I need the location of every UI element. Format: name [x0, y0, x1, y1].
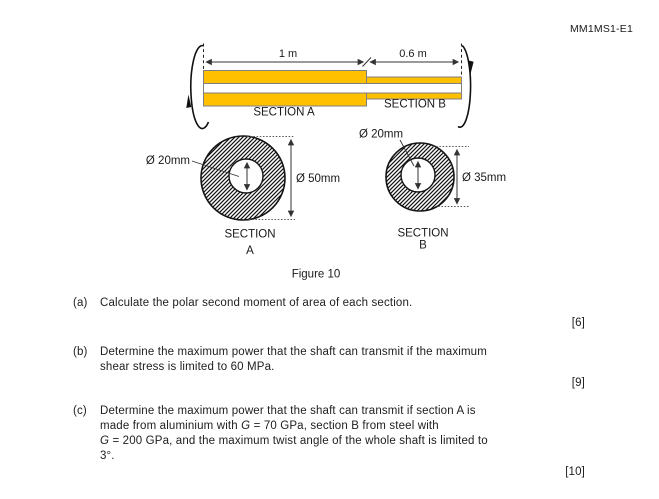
question-marker: (a): [73, 297, 88, 309]
xsb-bore-dia-label: Ø 20mm: [359, 128, 404, 141]
shaft-section-a-label: SECTION A: [253, 106, 315, 119]
length-dimensions: [206, 48, 459, 67]
figure-caption: Figure 10: [291, 268, 341, 281]
question-text: = 70 GPa, section B from steel with: [250, 420, 439, 432]
question-text: G: [241, 420, 251, 432]
question-line: [73, 296, 585, 311]
xsa-outer-dia-label: Ø 50mm: [296, 173, 341, 185]
question-line: [73, 419, 585, 434]
shaft-section-b-label: SECTION B: [384, 98, 446, 111]
question-b-marks: [9]: [571, 377, 585, 389]
xsb-title-line1: SECTION: [397, 227, 449, 240]
xsb-title-line2: B: [419, 239, 427, 252]
question-line: [73, 360, 585, 375]
question-b-body: [73, 345, 585, 375]
question-line: [73, 345, 585, 360]
xsa-title-line1: SECTION: [224, 228, 276, 241]
question-marker: (b): [73, 346, 88, 358]
question-c: [73, 404, 585, 478]
question-c-marks: [10]: [565, 466, 585, 478]
dim-label-section-b-length: 0.6 m: [399, 48, 427, 60]
question-a-body: [73, 296, 585, 311]
cross-section-a: [146, 136, 340, 257]
question-line: [73, 404, 585, 419]
question-line: [73, 449, 585, 464]
question-text: Determine the maximum power that the shaft can transmit if the maximum: [100, 346, 487, 358]
question-text: 3°.: [100, 450, 115, 462]
question-a: [73, 296, 585, 329]
cross-section-b: [359, 129, 506, 252]
question-text: = 200 GPa, and the maximum twist angle of the whole shaft is limited to: [109, 435, 488, 447]
question-text: made from aluminium with: [100, 420, 242, 432]
xsa-title-line2: A: [246, 245, 254, 257]
dim-label-section-a-length: 1 m: [278, 48, 298, 60]
question-text: Calculate the polar second moment of area of each section.: [100, 297, 413, 309]
shaft-side-view: [204, 71, 462, 119]
question-text: Determine the maximum power that the shaft can transmit if section A is: [100, 405, 476, 417]
question-text: shear stress is limited to 60 MPa.: [100, 361, 275, 373]
question-c-body: [73, 404, 585, 464]
document-code: MM1MS1-E1: [569, 23, 633, 35]
xsa-bore-dia-label: Ø 20mm: [145, 155, 190, 167]
question-a-marks: [6]: [571, 317, 585, 329]
question-marker: (c): [73, 405, 87, 417]
question-line: [73, 434, 585, 449]
question-b: [73, 345, 585, 389]
shaft-bore: [204, 84, 462, 94]
xsb-outer-dia-label: Ø 35mm: [462, 172, 507, 184]
question-text: G: [100, 435, 110, 447]
